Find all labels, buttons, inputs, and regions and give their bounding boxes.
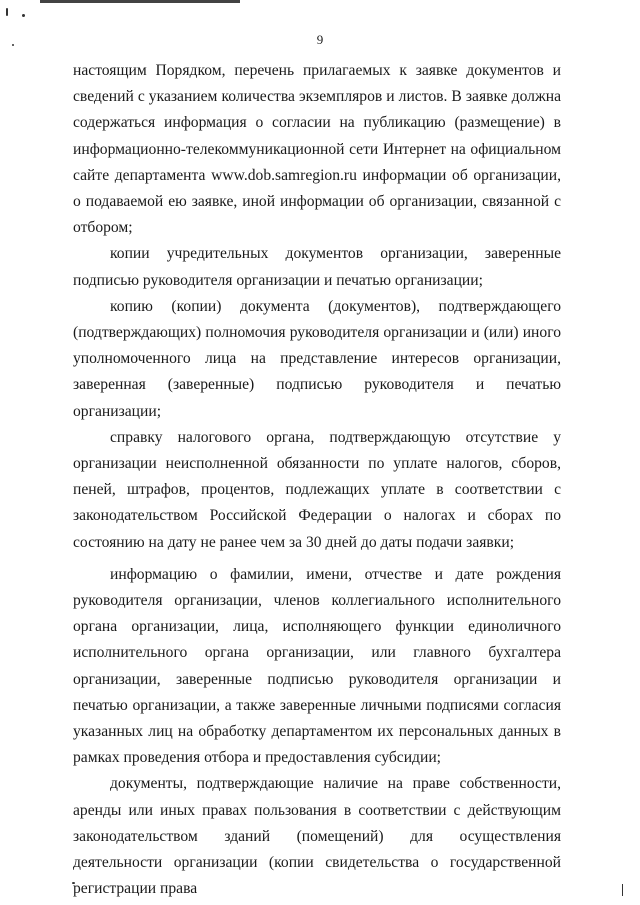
paragraph: справку налогового органа, подтверждающую отсутствие у организации неисполненной обязанности по уплате налогов, сборов, пеней, штрафов, процентов, подлежащих уплате в соответствии с законодательством Российской Федерации о налогах и сборах по состоянию на дату не ранее чем за 30 дней до даты подачи заявки; xyxy=(73,428,561,551)
scan-artifact-dot xyxy=(6,8,8,16)
scan-artifact-line xyxy=(40,0,240,3)
paragraph: копию (копии) документа (документов), подтверждающего (подтверждающих) полномочия руководителя организации и (или) иного уполномоченного лица на представление интересов организации, заверенная (заверенные) подписью руководителя и печатью организации; xyxy=(73,297,561,420)
paragraph: документы, подтверждающие наличие на праве собственности, аренды или иных правах пользования в соответствии с действующим законодательством зданий (помещений) для осуществления деятельности организации (копии свидетельства о государственной регистрации права xyxy=(73,775,561,898)
scan-artifact-dot xyxy=(22,14,25,17)
scan-artifact-dot xyxy=(622,884,623,896)
paragraph: настоящим Порядком, перечень прилагаемых к заявке документов и сведений с указанием количества экземпляров и листов. В заявке должна содержаться информация о согласии на публикацию (размещение) в информационно-телекоммуникационной сети Интернет на официальном сайте департамента www.dob.samregion.ru информации об организации, о подаваемой ею заявке, иной информации об организации, связанной с отбором; xyxy=(73,62,561,237)
paragraph: информацию о фамилии, имени, отчестве и дате рождения руководителя организации, членов коллегиального исполнительного органа организации, лица, исполняющего функции единоличного исполнительного органа организации, или главного бухгалтера организации, заверенные подписью руководителя организации и печатью организации, а также заверенные личными подписями согласия указанных лиц на обработку департаментом их персональных данных в рамках проведения отбора и предоставления субсидии; xyxy=(73,565,561,767)
document-body xyxy=(73,58,561,903)
page-number: 9 xyxy=(316,32,324,47)
paragraph: копии учредительных документов организации, заверенные подписью руководителя организации и печатью организации; xyxy=(73,245,561,289)
